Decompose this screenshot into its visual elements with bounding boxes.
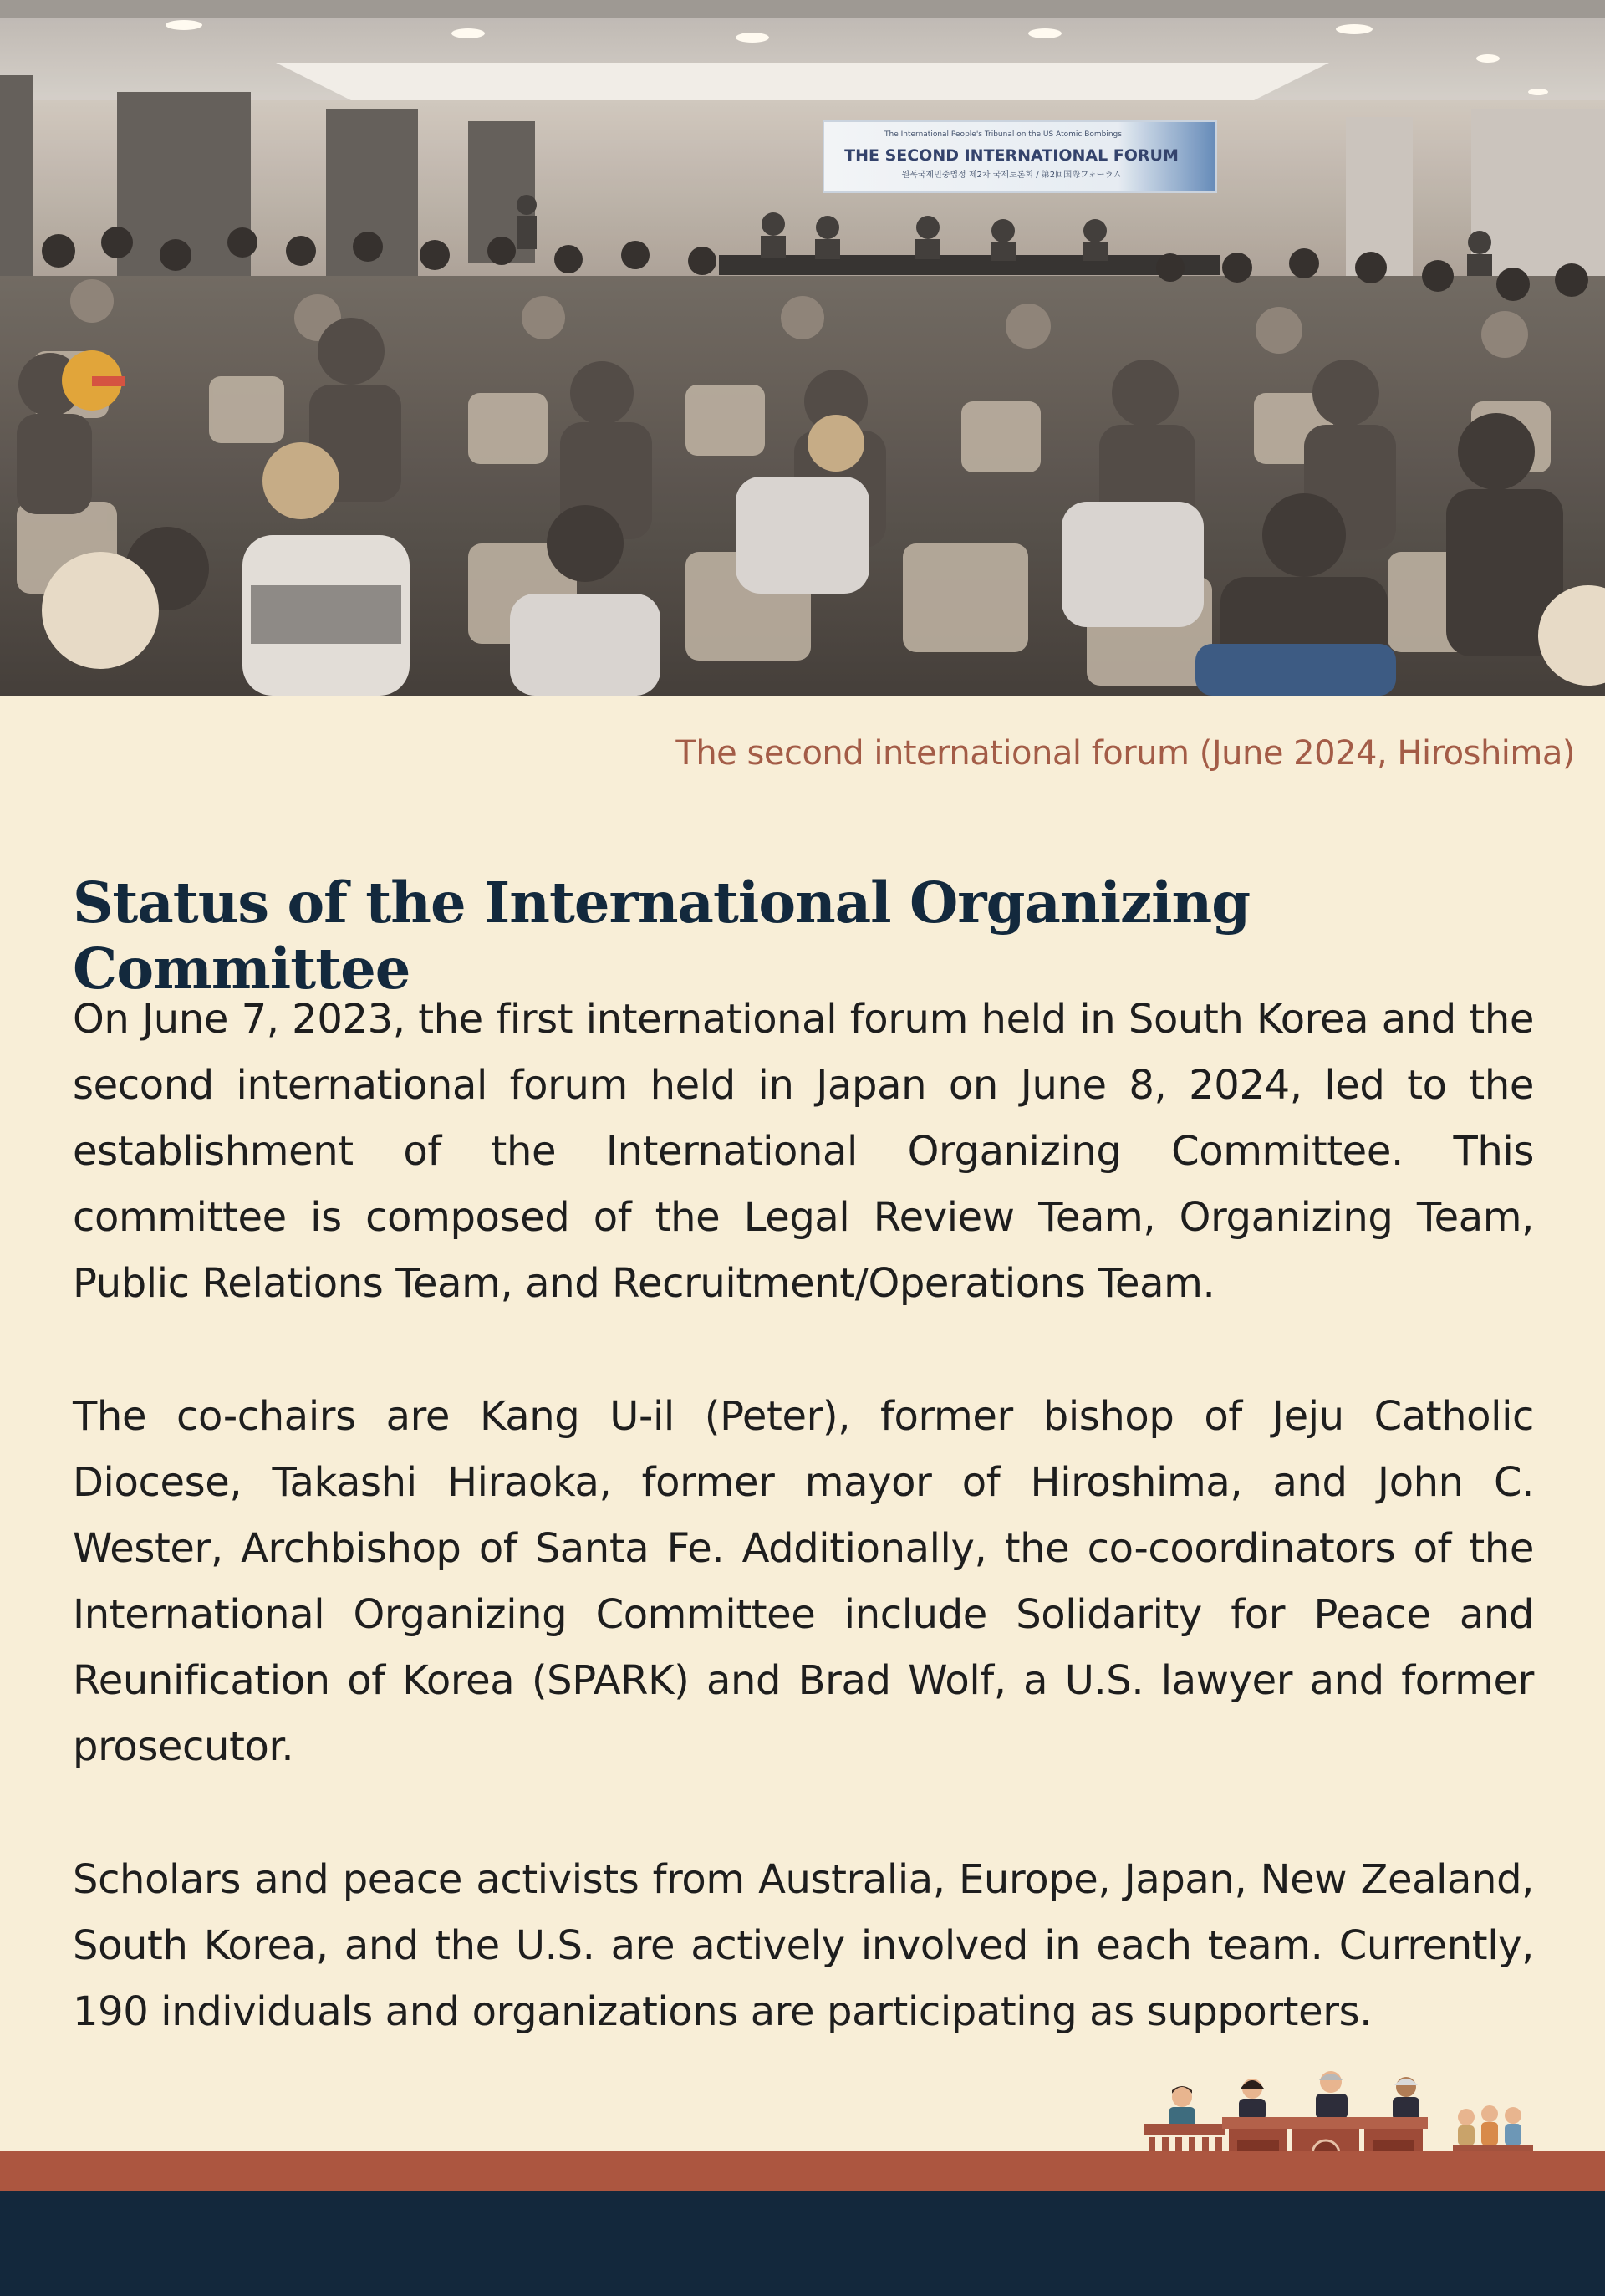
paragraph-co-chairs: The co-chairs are Kang U-il (Peter), former bishop of Jeju Catholic Diocese, Takashi Hiraoka, former mayor of Hiroshima, and John C. Wester, Archbishop of Santa Fe. Additionally, the co-coordinators of the International Organizing Committee include Solidarity for Peace and Reunification of Korea (SPARK) and Brad Wolf, a U.S. lawyer and former prosecutor.: [73, 1393, 1534, 1770]
hero-photo: [0, 0, 1605, 696]
footer-bar: [0, 2191, 1605, 2296]
paragraph-participants: Scholars and peace activists from Australia, Europe, Japan, New Zealand, South Korea, and the U.S. are actively involved in each team. Currently, 190 individuals and organizations are participating as supporters.: [73, 1856, 1534, 2035]
section-title: Status of the International Organizing Committee: [73, 870, 1251, 1002]
banner-small-text: The International People's Tribunal on the US Atomic Bombings: [884, 130, 1122, 139]
banner-sub-text: 원폭국제민중법정 제2차 국제토론회 / 第2回国際フォーラム: [901, 171, 1122, 180]
forum-hall-image: [0, 0, 1605, 696]
banner-main-text: THE SECOND INTERNATIONAL FORUM: [844, 146, 1179, 165]
photo-caption: The second international forum (June 2024, Hiroshima): [675, 734, 1575, 773]
footer-accent-band: [0, 2151, 1605, 2191]
paragraph-committee-establishment: On June 7, 2023, the first international forum held in South Korea and the second international forum held in Japan on June 8, 2024, led to the establishment of the International Organizing Committee. This committee is composed of the Legal Review Team, Organizing Team, Public Relations Team, and Recruitment/Operations Team.: [73, 996, 1534, 1307]
body-text: [73, 987, 1534, 2112]
